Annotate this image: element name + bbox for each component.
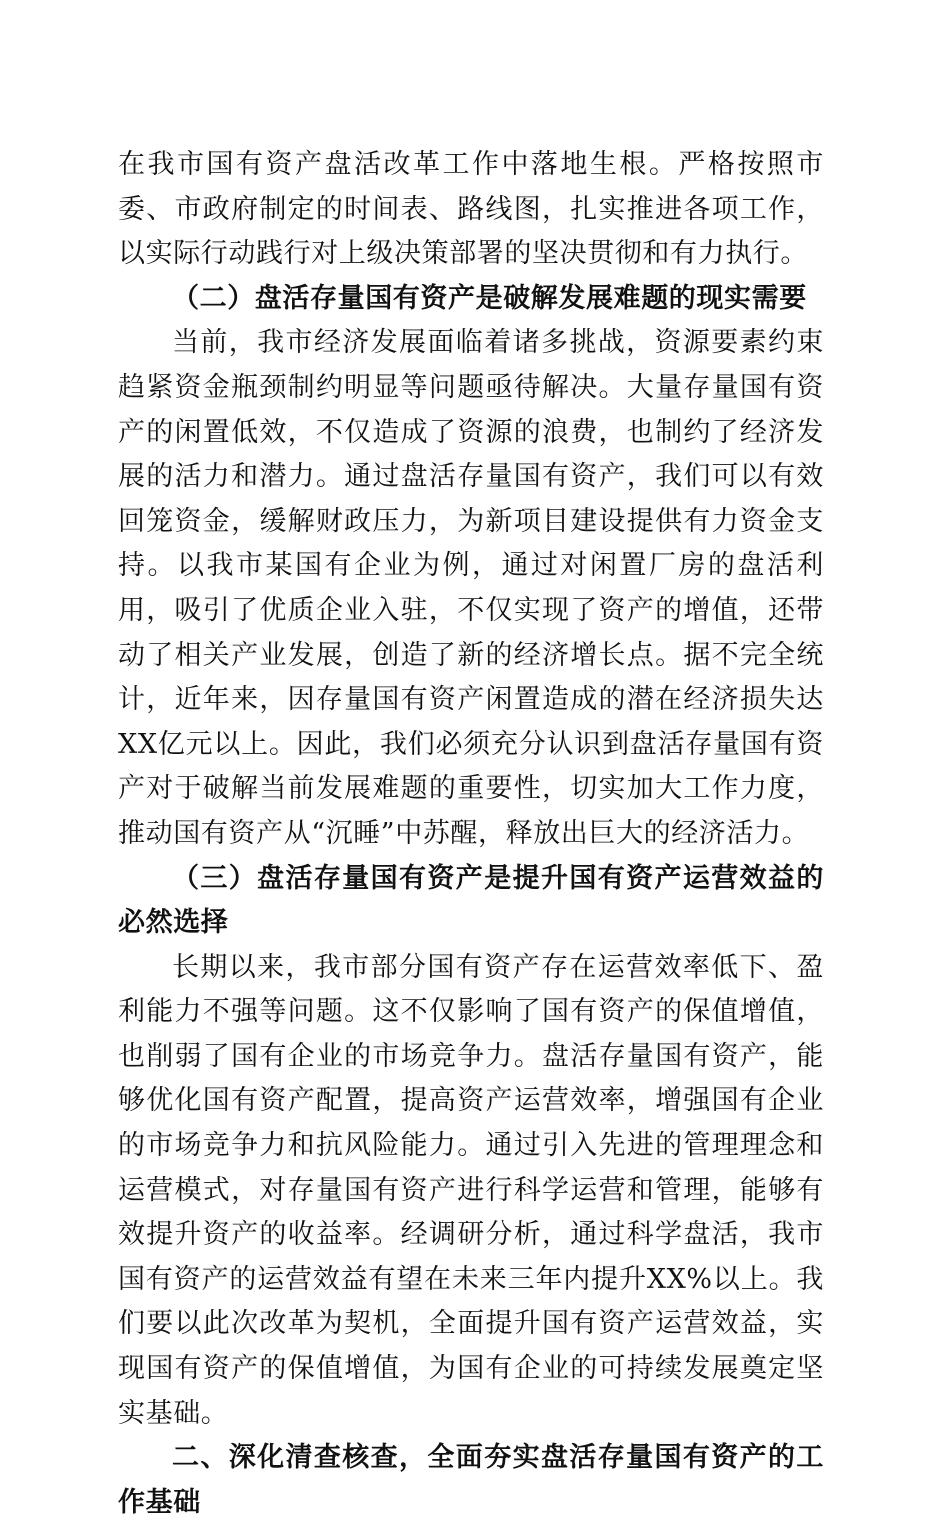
section-2-title: （二）盘活存量国有资产是破解发展难题的现实需要 — [172, 282, 807, 314]
paragraph-continued: 在我市国有资产盘活改革工作中落地生根。严格按照市委、市政府制定的时间表、路线图，扎实推进各项工作，以实际行动践行对上级决策部署的坚决贯彻和有力执行。 — [118, 149, 824, 270]
document-page — [118, 143, 824, 1525]
section-3-body: 长期以来，我市部分国有资产存在运营效率低下、盈利能力不强等问题。这不仅影响了国有资产的保值增值，也削弱了国有企业的市场竞争力。盘活存量国有资产，能够优化国有资产配置，提高资产运营效率，增强国有企业的市场竞争力和抗风险能力。通过引入先进的管理理念和运营模式，对存量国有资产进行科学运营和管理，能够有效提升资产的收益率。经调研分析，通过科学盘活，我市国有资产的运营效益有望在未来三年内提升XX%以上。我们要以此次改革为契机，全面提升国有资产运营效益，实现国有资产的保值增值，为国有企业的可持续发展奠定坚实基础。 — [118, 951, 824, 1429]
section-3-title: （三）盘活存量国有资产是提升国有资产运营效益的必然选择 — [118, 862, 824, 939]
chapter-2-title: 二、深化清查核查，全面夯实盘活存量国有资产的工作基础 — [118, 1442, 824, 1518]
section-2-body: 当前，我市经济发展面临着诸多挑战，资源要素约束趋紧资金瓶颈制约明显等问题亟待解决。大量存量国有资产的闲置低效，不仅造成了资源的浪费，也制约了经济发展的活力和潜力。通过盘活存量国有资产，我们可以有效回笼资金，缓解财政压力，为新项目建设提供有力资金支持。以我市某国有企业为例，通过对闲置厂房的盘活利用，吸引了优质企业入驻，不仅实现了资产的增值，还带动了相关产业发展，创造了新的经济增长点。据不完全统计，近年来，因存量国有资产闲置造成的潜在经济损失达XX亿元以上。因此，我们必须充分认识到盘活存量国有资产对于破解当前发展难题的重要性，切实加大工作力度，推动国有资产从“沉睡”中苏醒，释放出巨大的经济活力。 — [118, 327, 824, 849]
